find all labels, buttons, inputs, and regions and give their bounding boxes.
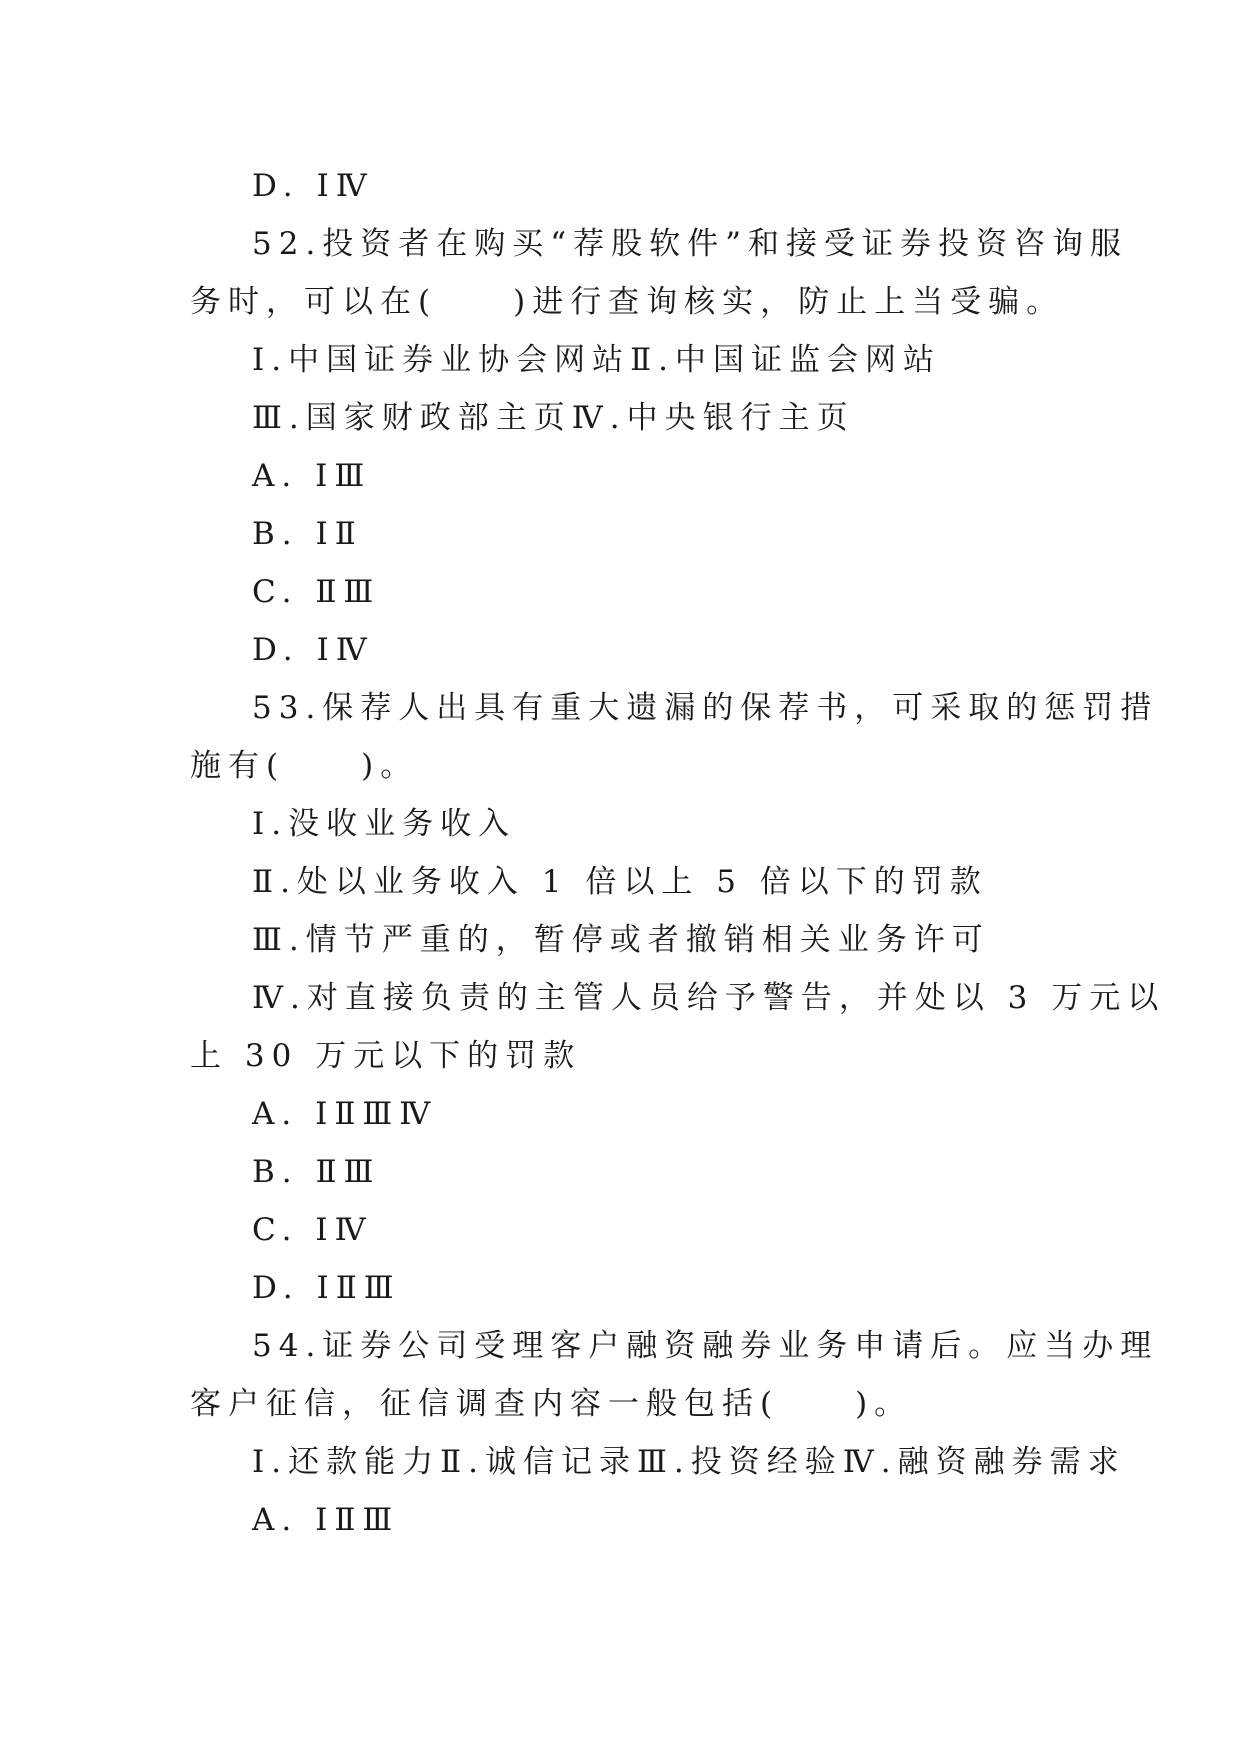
question-54-stem-continued: 客户征信，征信调查内容一般包括( )。	[190, 1386, 913, 1422]
question-54-stem: 54.证券公司受理客户融资融券业务申请后。应当办理	[252, 1328, 1159, 1364]
option-c: C. ⅠⅣ	[252, 1212, 373, 1248]
statement-i-ii: Ⅰ.中国证券业协会网站Ⅱ.中国证监会网站	[252, 342, 942, 378]
statement-iv: Ⅳ.对直接负责的主管人员给予警告，并处以 3 万元以	[252, 980, 1166, 1016]
question-53-stem-continued: 施有( )。	[190, 748, 419, 784]
option-d: D. ⅠⅣ	[252, 168, 374, 204]
option-c: C. ⅡⅢ	[252, 574, 381, 610]
statement-ii: Ⅱ.处以业务收入 1 倍以上 5 倍以下的罚款	[252, 864, 988, 900]
option-d: D. ⅠⅡⅢ	[252, 1270, 401, 1306]
option-b: B. ⅡⅢ	[252, 1154, 381, 1190]
statement-i-iv: Ⅰ.还款能力Ⅱ.诚信记录Ⅲ.投资经验Ⅳ.融资融券需求	[252, 1444, 1126, 1480]
statement-iii: Ⅲ.情节严重的，暂停或者撤销相关业务许可	[252, 922, 990, 958]
statement-i: Ⅰ.没收业务收入	[252, 806, 517, 842]
option-b: B. ⅠⅡ	[252, 516, 363, 552]
option-a: A. ⅠⅡⅢ	[252, 1502, 400, 1538]
option-a: A. ⅠⅢ	[252, 458, 372, 494]
question-53-stem: 53.保荐人出具有重大遗漏的保荐书，可采取的惩罚措	[252, 690, 1159, 726]
statement-iii-iv: Ⅲ.国家财政部主页Ⅳ.中央银行主页	[252, 400, 855, 436]
option-d: D. ⅠⅣ	[252, 632, 374, 668]
question-52-stem-continued: 务时，可以在( )进行查询核实，防止上当受骗。	[190, 284, 1065, 320]
question-52-stem: 52.投资者在购买“荐股软件”和接受证券投资咨询服	[252, 226, 1128, 262]
option-a: A. ⅠⅡⅢⅣ	[252, 1096, 438, 1132]
statement-iv-continued: 上 30 万元以下的罚款	[190, 1038, 582, 1074]
